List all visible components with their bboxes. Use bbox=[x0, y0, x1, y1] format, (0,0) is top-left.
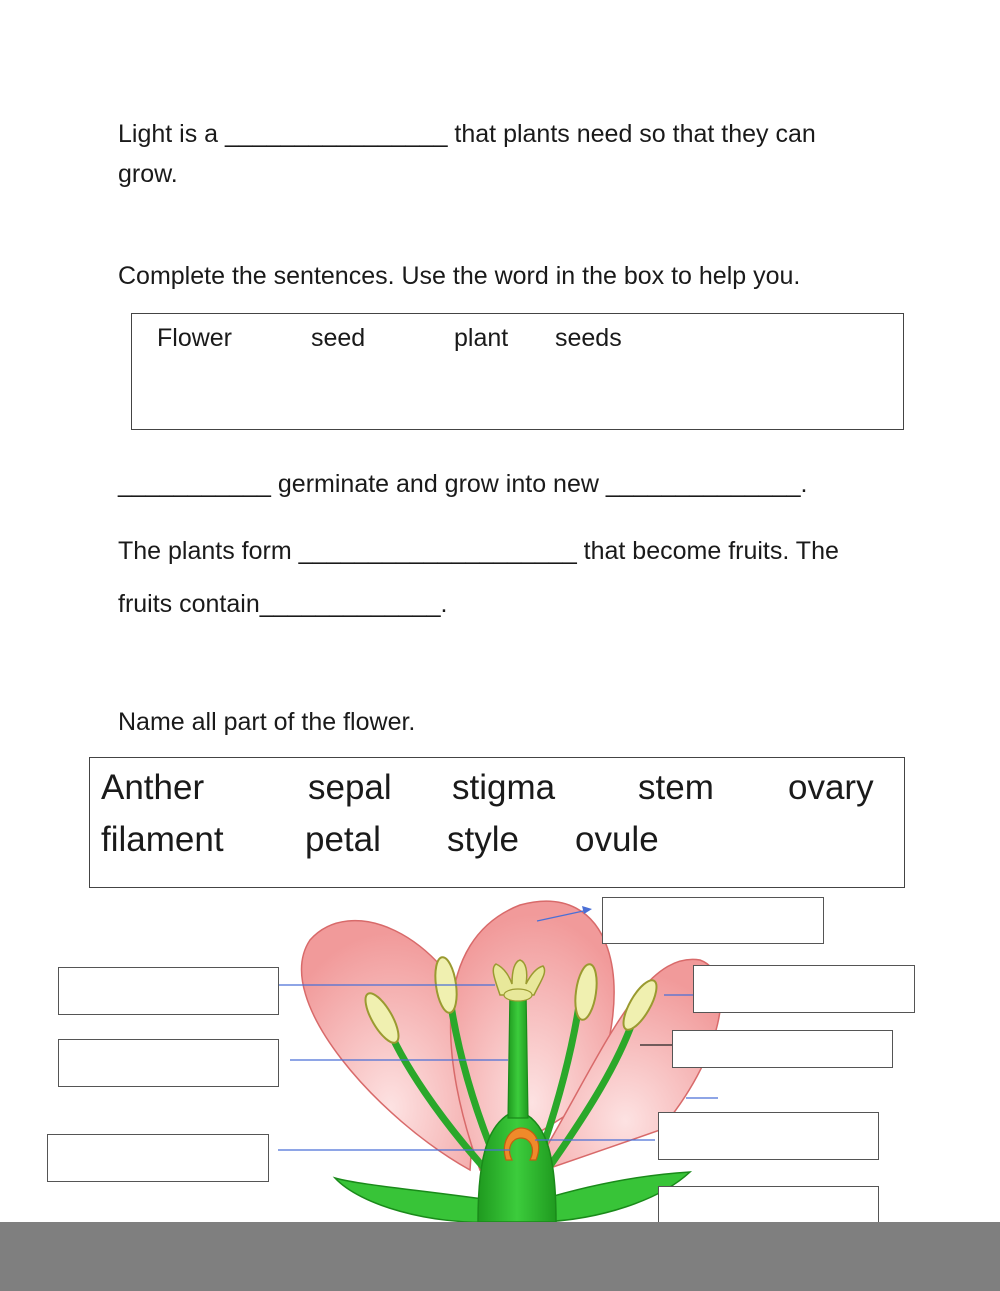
label-answer-box-7[interactable] bbox=[47, 1134, 269, 1182]
word-bank-2-item: stem bbox=[638, 768, 714, 807]
sepal-left bbox=[335, 1178, 495, 1222]
q2-sentence-2-end: that become fruits. The bbox=[576, 537, 839, 565]
q1-text-end: that plants need so that they can bbox=[447, 120, 816, 148]
q2-sentence-3-start: fruits contain bbox=[118, 590, 260, 618]
word-bank-2-item: sepal bbox=[308, 768, 392, 807]
stigma-base bbox=[504, 989, 532, 1001]
style bbox=[508, 990, 528, 1118]
q3-instruction: Name all part of the flower. bbox=[118, 708, 416, 736]
word-bank-2-item: style bbox=[447, 820, 519, 859]
word-bank-1-item: Flower bbox=[157, 324, 233, 352]
label-answer-box-8[interactable] bbox=[658, 1186, 879, 1226]
word-bank-1-item: seed bbox=[311, 324, 366, 352]
q2-sentence-3-end: . bbox=[440, 590, 448, 618]
word-bank-2-item: Anther bbox=[101, 768, 205, 807]
label-answer-box-1[interactable] bbox=[602, 897, 824, 944]
word-bank-2-item: filament bbox=[101, 820, 224, 859]
label-answer-box-4[interactable] bbox=[58, 1039, 279, 1087]
q2-blank-c[interactable]: ____________________ bbox=[298, 537, 577, 565]
q2-instruction: Complete the sentences. Use the word in the box to help you. bbox=[118, 262, 801, 290]
label-answer-box-5[interactable] bbox=[672, 1030, 893, 1068]
q2-sentence-1-middle: germinate and grow into new bbox=[270, 470, 606, 498]
q2-blank-b[interactable]: ______________ bbox=[605, 470, 801, 498]
q2-blank-d[interactable]: _____________ bbox=[259, 590, 441, 618]
q1-text-start: Light is a bbox=[118, 120, 226, 148]
q1-line-2: grow. bbox=[118, 160, 178, 188]
bottom-bar bbox=[0, 1222, 1000, 1291]
word-bank-1-item: plant bbox=[454, 324, 509, 352]
label-answer-box-2[interactable] bbox=[58, 967, 279, 1015]
word-bank-2-item: petal bbox=[305, 820, 381, 859]
word-bank-2-item: ovule bbox=[575, 820, 659, 859]
q2-blank-a[interactable]: ___________ bbox=[118, 470, 271, 498]
q2-sentence-2-start: The plants form bbox=[118, 537, 299, 565]
q2-sentence-1-end: . bbox=[800, 470, 808, 498]
word-bank-1-item: seeds bbox=[555, 324, 622, 352]
label-answer-box-6[interactable] bbox=[658, 1112, 879, 1160]
word-bank-2-item: stigma bbox=[452, 768, 556, 807]
q1-answer-blank[interactable]: ________________ bbox=[225, 120, 448, 148]
word-bank-2-item: ovary bbox=[788, 768, 874, 807]
label-answer-box-3[interactable] bbox=[693, 965, 915, 1013]
